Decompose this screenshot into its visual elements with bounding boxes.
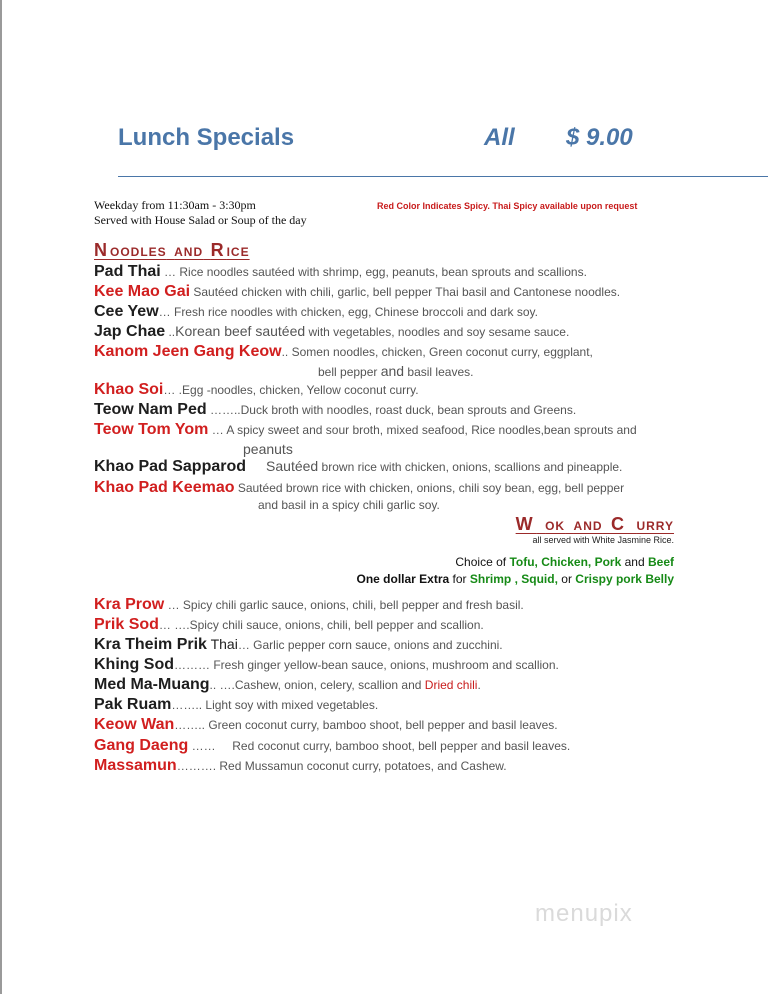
menu-item-pak-ruam: Pak Ruam…….. Light soy with mixed vegetables. <box>94 696 379 713</box>
all-label: All <box>484 124 515 151</box>
lunch-hours: Weekday from 11:30am - 3:30pm <box>94 198 256 212</box>
menu-item-khao-pad-sapparod: Khao Pad Sapparod Sautéed brown rice with chicken, onions, scallions and pineapple. <box>94 458 623 475</box>
header-divider <box>118 176 768 177</box>
menu-item-pad-thai: Pad Thai … Rice noodles sautéed with shrimp, egg, peanuts, bean sprouts and scallions. <box>94 263 587 280</box>
served-with-note: Served with House Salad or Soup of the day <box>94 213 307 227</box>
menu-item-keow-wan: Keow Wan…….. Green coconut curry, bamboo shoot, bell pepper and basil leaves. <box>94 716 558 733</box>
menu-item-kanom-jeen-desc-line2: bell pepper and basil leaves. <box>318 363 474 379</box>
menu-item-khao-soi: Khao Soi… .Egg -noodles, chicken, Yellow coconut curry. <box>94 381 419 398</box>
page-title: Lunch Specials <box>118 124 295 151</box>
menu-item-kra-theim-prik-thai: Kra Theim Prik Thai… Garlic pepper corn sauce, onions and zucchini. <box>94 636 503 653</box>
menu-item-teow-nam-ped: Teow Nam Ped ……..Duck broth with noodles, roast duck, bean sprouts and Greens. <box>94 401 577 418</box>
menu-item-kanom-jeen-gang-keow: Kanom Jeen Gang Keow.. Somen noodles, chicken, Green coconut curry, eggplant, <box>94 343 593 360</box>
page-left-border <box>0 0 2 994</box>
menu-item-teow-tom-yom: Teow Tom Yom … A spicy sweet and sour broth, mixed seafood, Rice noodles,bean sprouts and <box>94 421 637 438</box>
menu-item-cee-yew: Cee Yew… Fresh rice noodles with chicken, egg, Chinese broccoli and dark soy. <box>94 303 538 320</box>
section-title-wok-and-curry: W OK AND C URRY <box>515 514 674 534</box>
menu-item-jap-chae: Jap Chae ..Korean beef sautéed with vegetables, noodles and soy sesame sauce. <box>94 323 570 340</box>
menu-item-teow-tom-yom-desc-line2: peanuts <box>243 441 293 457</box>
menu-item-khao-pad-keemao: Khao Pad Keemao Sautéed brown rice with chicken, onions, chili soy bean, egg, bell pepper <box>94 479 625 496</box>
menu-item-khao-pad-keemao-desc-line2: and basil in a spicy chili garlic soy. <box>258 498 440 512</box>
menu-item-kra-prow: Kra Prow … Spicy chili garlic sauce, onions, chili, bell pepper and fresh basil. <box>94 596 524 613</box>
choice-of-protein: Choice of Tofu, Chicken, Pork and Beef <box>455 555 674 569</box>
menu-item-massamun: Massamun………. Red Mussamun coconut curry, potatoes, and Cashew. <box>94 757 507 774</box>
menu-item-gang-daeng: Gang Daeng …… Red coconut curry, bamboo shoot, bell pepper and basil leaves. <box>94 737 571 754</box>
menu-item-kee-mao-gai: Kee Mao Gai Sautéed chicken with chili, garlic, bell pepper Thai basil and Cantonese noodles. <box>94 283 621 300</box>
menu-item-prik-sod: Prik Sod… ….Spicy chili sauce, onions, chili, bell pepper and scallion. <box>94 616 484 633</box>
wok-subtitle: all served with White Jasmine Rice. <box>532 535 674 545</box>
price-label: $ 9.00 <box>566 124 633 151</box>
menu-item-med-ma-muang: Med Ma-Muang.. ….Cashew, onion, celery, scallion and Dried chili. <box>94 676 481 693</box>
spicy-note: Red Color Indicates Spicy. Thai Spicy available upon request <box>377 201 638 211</box>
menu-item-khing-sod: Khing Sod……… Fresh ginger yellow-bean sauce, onions, mushroom and scallion. <box>94 656 559 673</box>
menupix-watermark: menupix <box>535 900 633 927</box>
extra-protein-note: One dollar Extra for Shrimp , Squid, or Crispy pork Belly <box>356 572 674 586</box>
section-title-noodles-and-rice: NOODLES AND RICE <box>94 240 250 260</box>
